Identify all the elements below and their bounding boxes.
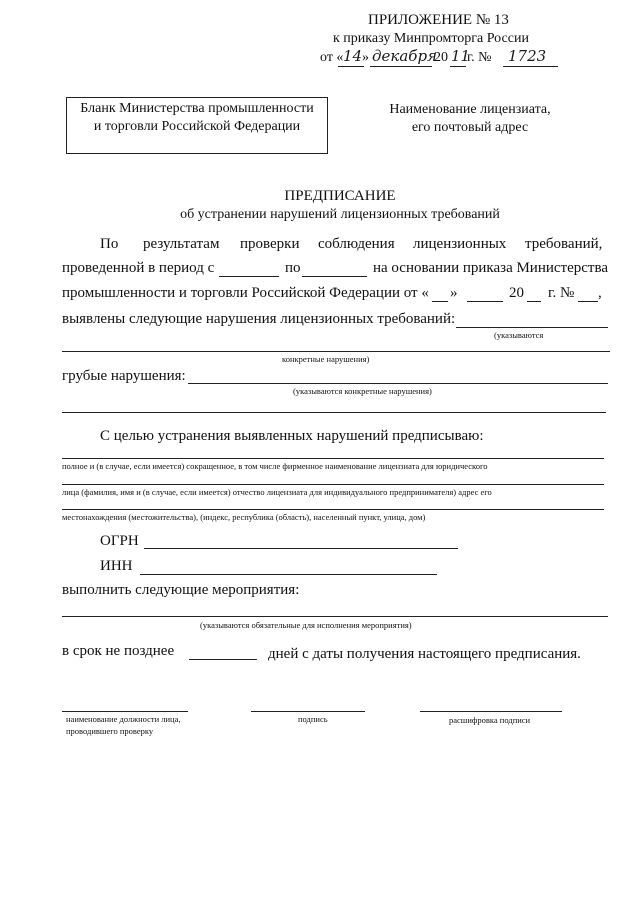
order-number-label: г. №: [548, 285, 575, 301]
order-day-field[interactable]: [432, 301, 448, 302]
violations-field-2[interactable]: [62, 351, 610, 352]
position-hint-2: проводившего проверку: [66, 726, 154, 736]
deadline-label: в срок не позднее: [62, 643, 175, 659]
p1-word3: проверки: [240, 236, 300, 252]
period-to-label: по: [285, 260, 301, 276]
p1-word5: лицензионных: [413, 236, 507, 252]
ministry-order-label: промышленности и торговли Российской Федерации от «: [62, 285, 429, 301]
order-number-comma: ,: [598, 285, 602, 301]
order-reference: к приказу Минпромторга России: [333, 31, 529, 46]
violations-hint-2: конкретные нарушения): [282, 354, 370, 364]
licensee-name-field-3[interactable]: [62, 509, 604, 510]
position-field[interactable]: [62, 711, 188, 712]
deadline-suffix: дней с даты получения настоящего предписания.: [268, 646, 581, 662]
period-from-field[interactable]: [219, 276, 279, 277]
licensee-name-hint-3: местонахождения (местожительства), (индекс, республика (область), населенный пункт, улица, дом): [62, 512, 426, 522]
appendix-title: ПРИЛОЖЕНИЕ № 13: [368, 12, 509, 28]
ogrn-label: ОГРН: [100, 533, 139, 549]
date-prefix: от «: [320, 50, 344, 65]
measures-field[interactable]: [62, 616, 608, 617]
period-to-field[interactable]: [302, 276, 367, 277]
order-day-close: »: [450, 285, 458, 301]
order-year-field[interactable]: [527, 301, 541, 302]
order-number-field[interactable]: [578, 301, 598, 302]
date-year-prefix: 20: [434, 50, 448, 65]
licensee-line2: его почтовый адрес: [411, 120, 529, 135]
letterhead-line2: и торговли Российской Федерации: [93, 119, 301, 134]
p1-word1: По: [100, 236, 119, 252]
date-day: 14: [343, 47, 363, 65]
violations-hint: (указываются: [494, 330, 544, 340]
gross-violations-field[interactable]: [188, 383, 608, 384]
inn-field[interactable]: [140, 574, 437, 575]
licensee-line1: Наименование лицензиата,: [389, 102, 551, 117]
date-month: декабря: [372, 47, 437, 65]
date-year-end: г. №: [467, 50, 492, 65]
order-month-field[interactable]: [467, 301, 503, 302]
licensee-name-field-1[interactable]: [62, 458, 604, 459]
letterhead-line1: Бланк Министерства промышленности: [80, 101, 314, 116]
violations-field[interactable]: [456, 327, 608, 328]
p1-word6: требований,: [525, 236, 603, 252]
order-year-prefix: 20: [509, 285, 524, 301]
prescribe-text: С целью устранения выявленных нарушений предписываю:: [100, 428, 484, 444]
date-year-suffix: 11: [451, 47, 471, 65]
violations-label: выявлены следующие нарушения лицензионных требований:: [62, 311, 456, 327]
deadline-days-field[interactable]: [189, 659, 257, 660]
inn-label: ИНН: [100, 558, 133, 574]
measures-hint: (указываются обязательные для исполнения мероприятия): [200, 620, 412, 630]
ogrn-field[interactable]: [144, 548, 458, 549]
document-title: ПРЕДПИСАНИЕ: [284, 188, 396, 204]
licensee-name-field-2[interactable]: [62, 484, 604, 485]
gross-violations-label: грубые нарушения:: [62, 368, 186, 384]
licensee-name-hint-1: полное и (в случае, если имеется) сокращенное, в том числе фирменное наименование лицензиата для юридического: [62, 461, 488, 471]
gross-violations-hint: (указываются конкретные нарушения): [293, 386, 432, 396]
order-basis-label: на основании приказа Министерства: [373, 260, 609, 276]
p1-word2: результатам: [143, 236, 220, 252]
date-sep: »: [362, 50, 369, 65]
document-subtitle: об устранении нарушений лицензионных требований: [180, 207, 500, 222]
signature-field[interactable]: [251, 711, 365, 712]
period-label: проведенной в период с: [62, 260, 215, 276]
gross-violations-field-2[interactable]: [62, 412, 606, 413]
order-number: 1723: [508, 47, 547, 65]
licensee-name-hint-2: лица (фамилия, имя и (в случае, если имеется) отчество лицензиата для индивидуального предпринимателя) адрес его: [62, 487, 492, 497]
signature-hint: подпись: [298, 714, 328, 724]
p1-word4: соблюдения: [318, 236, 395, 252]
perform-label: выполнить следующие мероприятия:: [62, 582, 300, 598]
signature-decoding-hint: расшифровка подписи: [449, 715, 531, 725]
position-hint-1: наименование должности лица,: [66, 714, 181, 724]
signature-decoding-field[interactable]: [420, 711, 562, 712]
